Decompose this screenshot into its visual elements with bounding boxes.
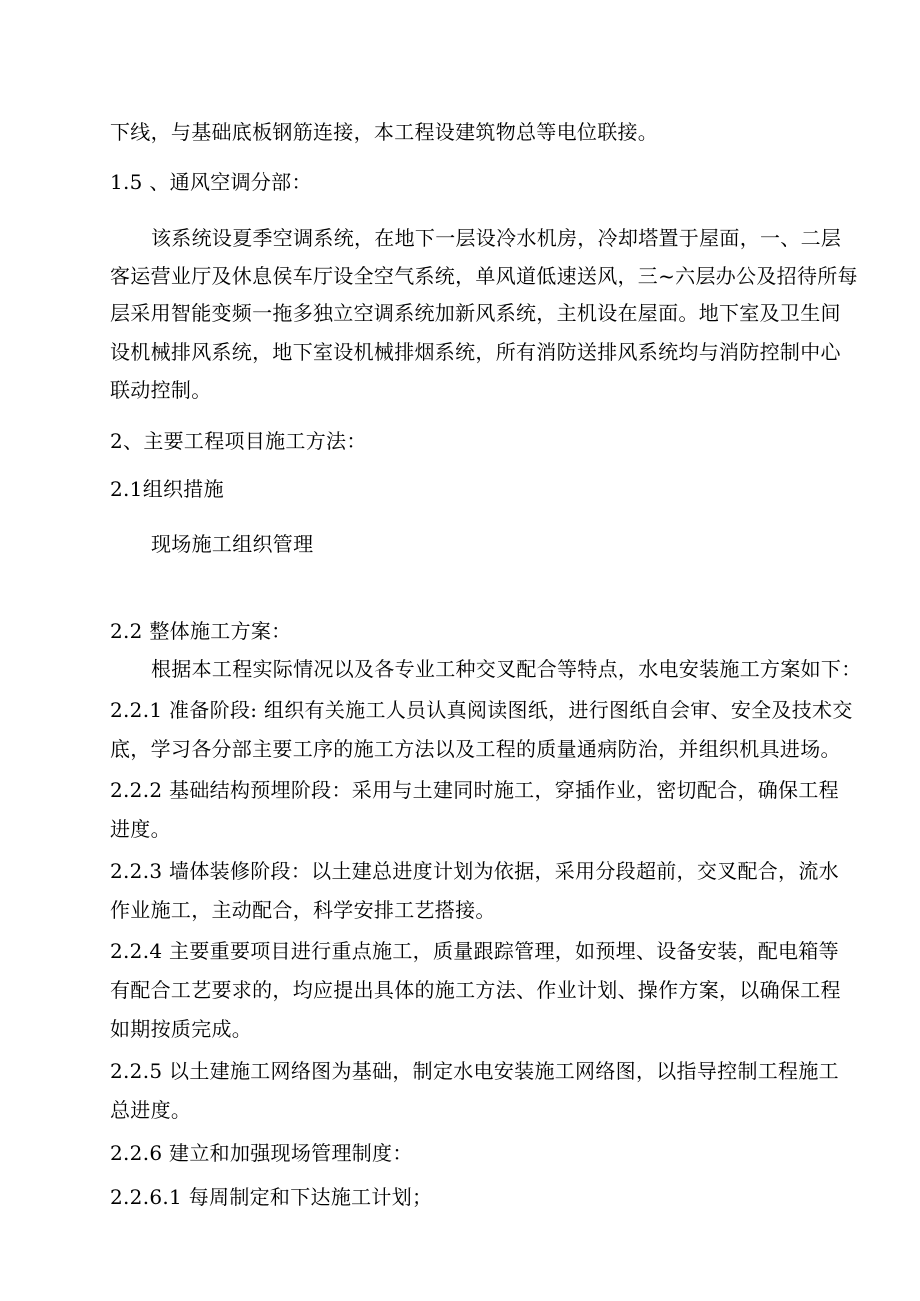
text-line: 2.2.1 准备阶段: 组织有关施工人员认真阅读图纸，进行图纸自会审、安全及技术交: [110, 698, 853, 722]
text-line: 2.2.2 基础结构预埋阶段：采用与土建同时施工，穿插作业，密切配合，确保工程: [110, 778, 839, 802]
text-line: 该系统设夏季空调系统，在地下一层设冷水机房，冷却塔置于屋面，一、二层: [151, 226, 842, 250]
text-line: 2.2.5 以土建施工网络图为基础，制定水电安装施工网络图，以指导控制工程施工: [110, 1059, 839, 1083]
text-line: 进度。: [110, 817, 171, 841]
section-heading: 2、主要工程项目施工方法：: [110, 429, 367, 453]
text-line: 2.2.4 主要重要项目进行重点施工，质量跟踪管理，如预埋、设备安装，配电箱等: [110, 939, 839, 963]
text-line: 现场施工组织管理: [151, 532, 314, 556]
text-line: 联动控制。: [110, 378, 212, 402]
text-line: 2.2.6 建立和加强现场管理制度：: [110, 1141, 413, 1165]
section-heading: 1.5 、通风空调分部：: [110, 170, 312, 194]
text-line: 设机械排风系统，地下室设机械排烟系统，所有消防送排风系统均与消防控制中心: [110, 340, 841, 364]
text-line: 作业施工，主动配合，科学安排工艺搭接。: [110, 898, 496, 922]
section-heading: 2.2 整体施工方案：: [110, 619, 292, 643]
text-line: 根据本工程实际情况以及各专业工种交叉配合等特点，水电安装施工方案如下：: [151, 657, 862, 681]
text-line: 层采用智能变频一拖多独立空调系统加新风系统，主机设在屋面。地下室及卫生间: [110, 301, 841, 325]
text-line: 2.2.6.1 每周制定和下达施工计划；: [110, 1185, 433, 1209]
text-line: 底，学习各分部主要工序的施工方法以及工程的质量通病防治，并组织机具进场。: [110, 737, 841, 761]
text-line: 下线，与基础底板钢筋连接，本工程设建筑物总等电位联接。: [110, 120, 659, 144]
text-line: 有配合工艺要求的，均应提出具体的施工方法、作业计划、操作方案，以确保工程: [110, 978, 841, 1002]
text-line: 总进度。: [110, 1098, 192, 1122]
section-heading: 2.1组织措施: [110, 477, 224, 501]
text-line: 如期按质完成。: [110, 1017, 253, 1041]
text-line: 客运营业厅及休息侯车厅设全空气系统，单风道低速送风，三~六层办公及招待所每: [110, 264, 858, 288]
text-line: 2.2.3 墙体装修阶段：以土建总进度计划为依据，采用分段超前，交叉配合，流水: [110, 859, 839, 883]
